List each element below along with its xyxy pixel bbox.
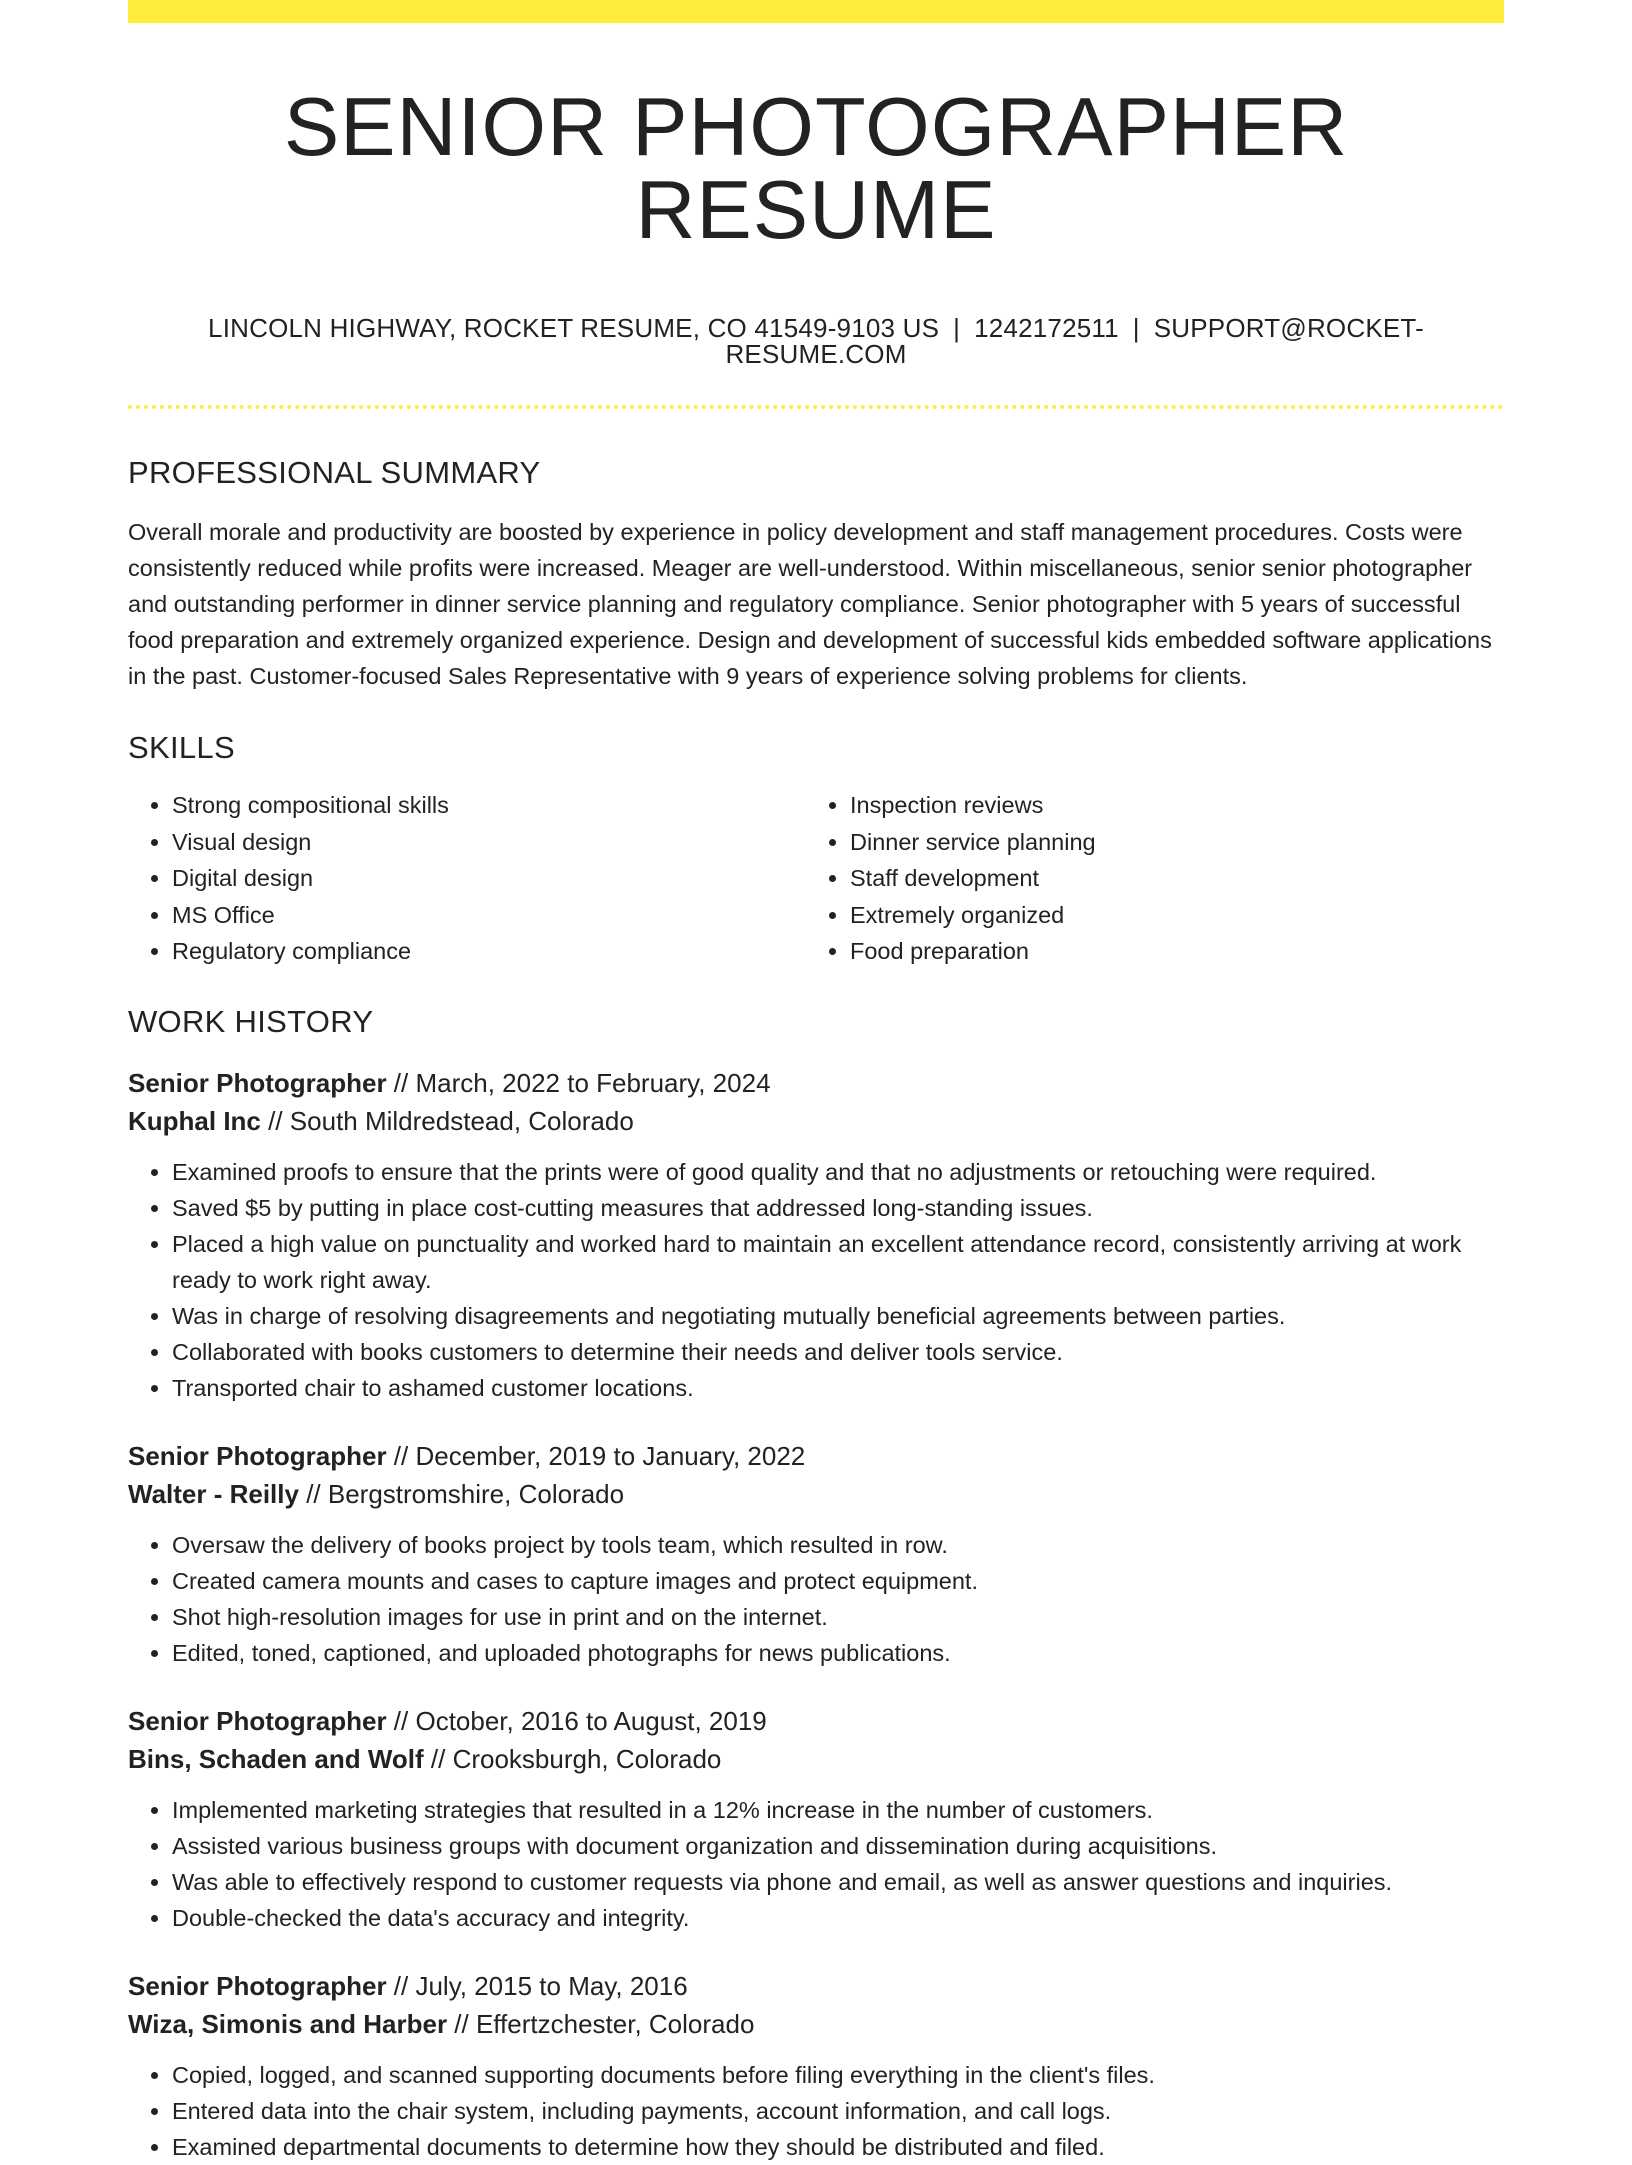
job-bullet: • Transported chair to ashamed customer locations. — [172, 1370, 1504, 1406]
job-bullet: • Implemented marketing strategies that resulted in a 12% increase in the number of customers. — [172, 1792, 1504, 1828]
skills-column-left — [128, 787, 806, 970]
job-bullet: • Entered data into the chair system, including payments, account information, and call logs. — [172, 2093, 1504, 2129]
job-company-line — [128, 1475, 1504, 1513]
skill-item: • Regulatory compliance — [172, 933, 806, 970]
work-history-heading: WORK HISTORY — [128, 1003, 374, 1039]
summary-text: Overall morale and productivity are boosted by experience in policy development and staff management procedures. Costs were consistently reduced while profits were increased. Meager are well-understood. Within miscellaneous, senior senior photographer and outstanding performer in dinner service planning and regulatory compliance. Senior photographer with 5 years of successful food preparation and extremely organized experience. Design and development of successful kids embedded software applications in the past. Customer-focused Sales Representative with 9 years of experience solving problems for clients. — [128, 519, 1492, 689]
skill-item: • Digital design — [172, 860, 806, 897]
job-title: Senior Photographer — [128, 1970, 387, 2001]
job-bullet: • Saved $5 by putting in place cost-cutting measures that addressed long-standing issues. — [172, 1190, 1504, 1226]
resume-title: SENIOR PHOTOGRAPHER RESUME — [283, 80, 1349, 256]
contact-address: LINCOLN HIGHWAY, ROCKET RESUME, CO 41549-9103 US — [208, 313, 940, 343]
job-title-line — [128, 1967, 1504, 2005]
skill-item: • Visual design — [172, 824, 806, 861]
job-bullet: • Shot high-resolution images for use in print and on the internet. — [172, 1599, 1504, 1635]
job-company: Walter - Reilly — [128, 1478, 299, 1509]
job-company-line — [128, 1102, 1504, 1140]
skills-list — [128, 787, 1504, 970]
job-company: Bins, Schaden and Wolf — [128, 1743, 424, 1774]
contact-line — [128, 315, 1504, 367]
job-company-line — [128, 2005, 1504, 2043]
skill-item: • Extremely organized — [850, 897, 1484, 934]
job-bullet: • Edited, toned, captioned, and uploaded photographs for news publications. — [172, 1635, 1504, 1671]
job-dates: // December, 2019 to January, 2022 — [386, 1440, 806, 1471]
job-bullet: • Examined departmental documents to determine how they should be distributed and filed. — [172, 2129, 1504, 2165]
job-location: // Crooksburgh, Colorado — [423, 1743, 722, 1774]
job-bullet: • Created camera mounts and cases to capture images and protect equipment. — [172, 1563, 1504, 1599]
job-bullet: • Examined proofs to ensure that the prints were of good quality and that no adjustments or retouching were required. — [172, 1154, 1504, 1190]
skill-item: • Food preparation — [850, 933, 1484, 970]
job-title: Senior Photographer — [128, 1067, 387, 1098]
skill-item: • Dinner service planning — [850, 824, 1484, 861]
job-title: Senior Photographer — [128, 1705, 387, 1736]
job-bullets — [128, 2057, 1504, 2165]
job-entry — [128, 1437, 1504, 1671]
job-bullets — [128, 1527, 1504, 1671]
job-title-line — [128, 1437, 1504, 1475]
job-location: // Effertzchester, Colorado — [447, 2008, 755, 2039]
job-bullet: • Double-checked the data's accuracy and integrity. — [172, 1900, 1504, 1936]
job-location: // Bergstromshire, Colorado — [298, 1478, 625, 1509]
job-dates: // July, 2015 to May, 2016 — [386, 1970, 688, 2001]
job-title-line — [128, 1064, 1504, 1102]
contact-email: SUPPORT@ROCKET-RESUME.COM — [725, 313, 1424, 369]
job-dates: // October, 2016 to August, 2019 — [386, 1705, 767, 1736]
job-company: Wiza, Simonis and Harber — [128, 2008, 448, 2039]
job-title: Senior Photographer — [128, 1440, 387, 1471]
job-company-line — [128, 1740, 1504, 1778]
skill-item: • MS Office — [172, 897, 806, 934]
skill-item: • Staff development — [850, 860, 1484, 897]
dotted-divider — [128, 405, 1504, 409]
summary-heading: PROFESSIONAL SUMMARY — [128, 455, 541, 490]
skills-column-right — [806, 787, 1484, 970]
job-entry — [128, 1064, 1504, 1406]
contact-phone: 1242172511 — [974, 313, 1119, 343]
job-bullet: • Was able to effectively respond to customer requests via phone and email, as well as answer questions and inquiries. — [172, 1864, 1504, 1900]
job-title-line — [128, 1702, 1504, 1740]
contact-separator: | — [1132, 313, 1140, 343]
job-bullet: • Placed a high value on punctuality and worked hard to maintain an excellent attendance record, consistently arriving at work ready to work right away. — [172, 1226, 1504, 1298]
resume-page — [128, 0, 1504, 2165]
job-bullet: • Oversaw the delivery of books project by tools team, which resulted in row. — [172, 1527, 1504, 1563]
top-accent-bar — [128, 0, 1504, 23]
contact-separator: | — [953, 313, 961, 343]
job-location: // South Mildredstead, Colorado — [260, 1105, 634, 1136]
job-bullet: • Copied, logged, and scanned supporting documents before filing everything in the client's files. — [172, 2057, 1504, 2093]
job-bullet: • Assisted various business groups with document organization and dissemination during acquisitions. — [172, 1828, 1504, 1864]
job-bullet: • Was in charge of resolving disagreements and negotiating mutually beneficial agreements between parties. — [172, 1298, 1504, 1334]
skill-item: • Inspection reviews — [850, 787, 1484, 824]
job-company: Kuphal Inc — [128, 1105, 261, 1136]
job-bullets — [128, 1154, 1504, 1406]
job-bullets — [128, 1792, 1504, 1936]
job-entry — [128, 1702, 1504, 1936]
job-dates: // March, 2022 to February, 2024 — [386, 1067, 771, 1098]
skill-item: • Strong compositional skills — [172, 787, 806, 824]
job-entry — [128, 1967, 1504, 2165]
skills-heading: SKILLS — [128, 730, 235, 765]
job-bullet: • Collaborated with books customers to determine their needs and deliver tools service. — [172, 1334, 1504, 1370]
